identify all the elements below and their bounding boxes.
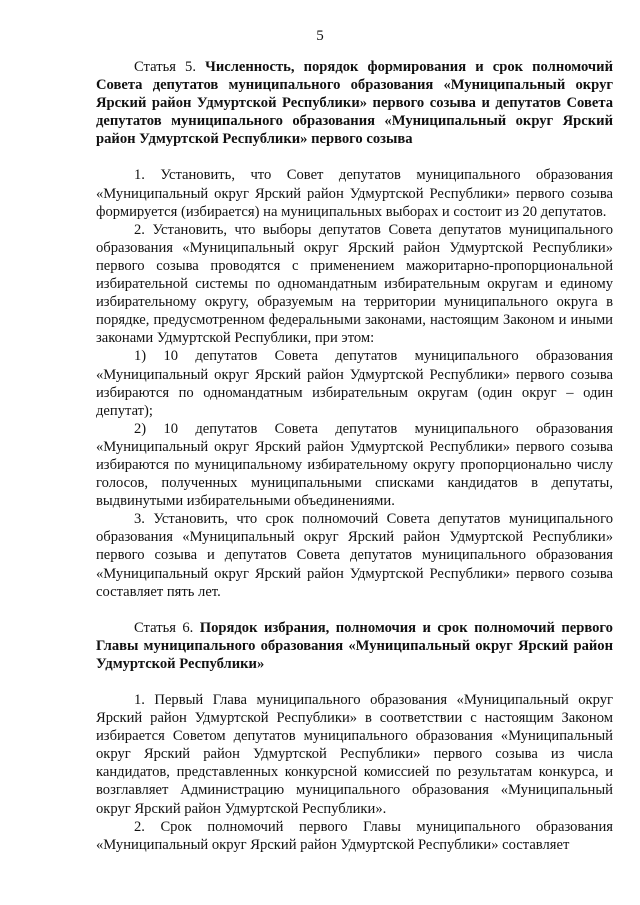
article-5-item-1: 1) 10 депутатов Совета депутатов муниципального образования «Муниципальный округ Ярский район Удмуртской Республики» первого созыва избираются по одномандатным избирательным округам (один округ – один депутат); <box>96 348 613 419</box>
page-number: 5 <box>316 28 324 44</box>
spacer <box>96 148 613 166</box>
article-5-prefix: Статья 5. <box>134 59 196 75</box>
article-5-paragraph-3: 3. Установить, что срок полномочий Совета депутатов муниципального образования «Муниципальный округ Ярский район Удмуртской Республики» первого созыва и депутатов Совета депутатов муниципального образования «Муниципальный округ Ярский район Удмуртской Республики» первого созыва составляет пять лет. <box>96 511 613 600</box>
document-body <box>96 58 613 854</box>
article-5-paragraph-1: 1. Установить, что Совет депутатов муниципального образования «Муниципальный округ Ярский район Удмуртской Республики» первого созыва формируется (избирается) на муниципальных выборах и состоит из 20 депутатов. <box>96 167 613 220</box>
article-6-heading <box>96 619 613 673</box>
article-5-title: Численность, порядок формирования и срок полномочий Совета депутатов муниципального образования «Муниципальный округ Ярский район Удмуртской Республики» первого созыва и депутатов Совета депутатов муниципального образования «Муниципальный округ Ярский район Удмуртской Республики» первого созыва <box>96 59 613 148</box>
spacer <box>96 601 613 619</box>
article-6-paragraph-1: 1. Первый Глава муниципального образования «Муниципальный округ Ярский район Удмуртской Республики» в соответствии с настоящим Законом избирается Советом депутатов муниципального образования «Муниципальный округ Ярский район Удмуртской Республики» первого созыва из числа кандидатов, представленных конкурсной комиссией по результатам конкурса, и возглавляет Администрацию муниципального образования «Муниципальный округ Ярский район Удмуртской Республики». <box>96 692 613 817</box>
article-6-paragraph-2: 2. Срок полномочий первого Главы муниципального образования «Муниципальный округ Ярский район Удмуртской Республики» составляет <box>96 818 613 853</box>
article-5-paragraph-2: 2. Установить, что выборы депутатов Совета депутатов муниципального образования «Муниципальный округ Ярский район Удмуртской Республики» первого созыва проводятся с применением мажоритарно-пропорциональной избирательной системы по одномандатным избирательным округам и единому избирательному округу, образуемым на территории муниципального округа в порядке, предусмотренном федеральными законами, настоящим Законом и иными законами Удмуртской Республики, при этом: <box>96 221 613 347</box>
article-5-item-2: 2) 10 депутатов Совета депутатов муниципального образования «Муниципальный округ Ярский район Удмуртской Республики» первого созыва избираются по муниципальному избирательному округу пропорционально числу голосов, полученных муниципальными списками кандидатов в депутаты, выдвинутыми избирательными объединениями. <box>96 420 613 510</box>
article-6-title: Порядок избрания, полномочия и срок полномочий первого Главы муниципального образования «Муниципальный округ Ярский район Удмуртской Республики» <box>96 619 613 672</box>
article-6-prefix: Статья 6. <box>134 619 194 636</box>
article-5-heading <box>96 58 613 148</box>
spacer <box>96 673 613 691</box>
